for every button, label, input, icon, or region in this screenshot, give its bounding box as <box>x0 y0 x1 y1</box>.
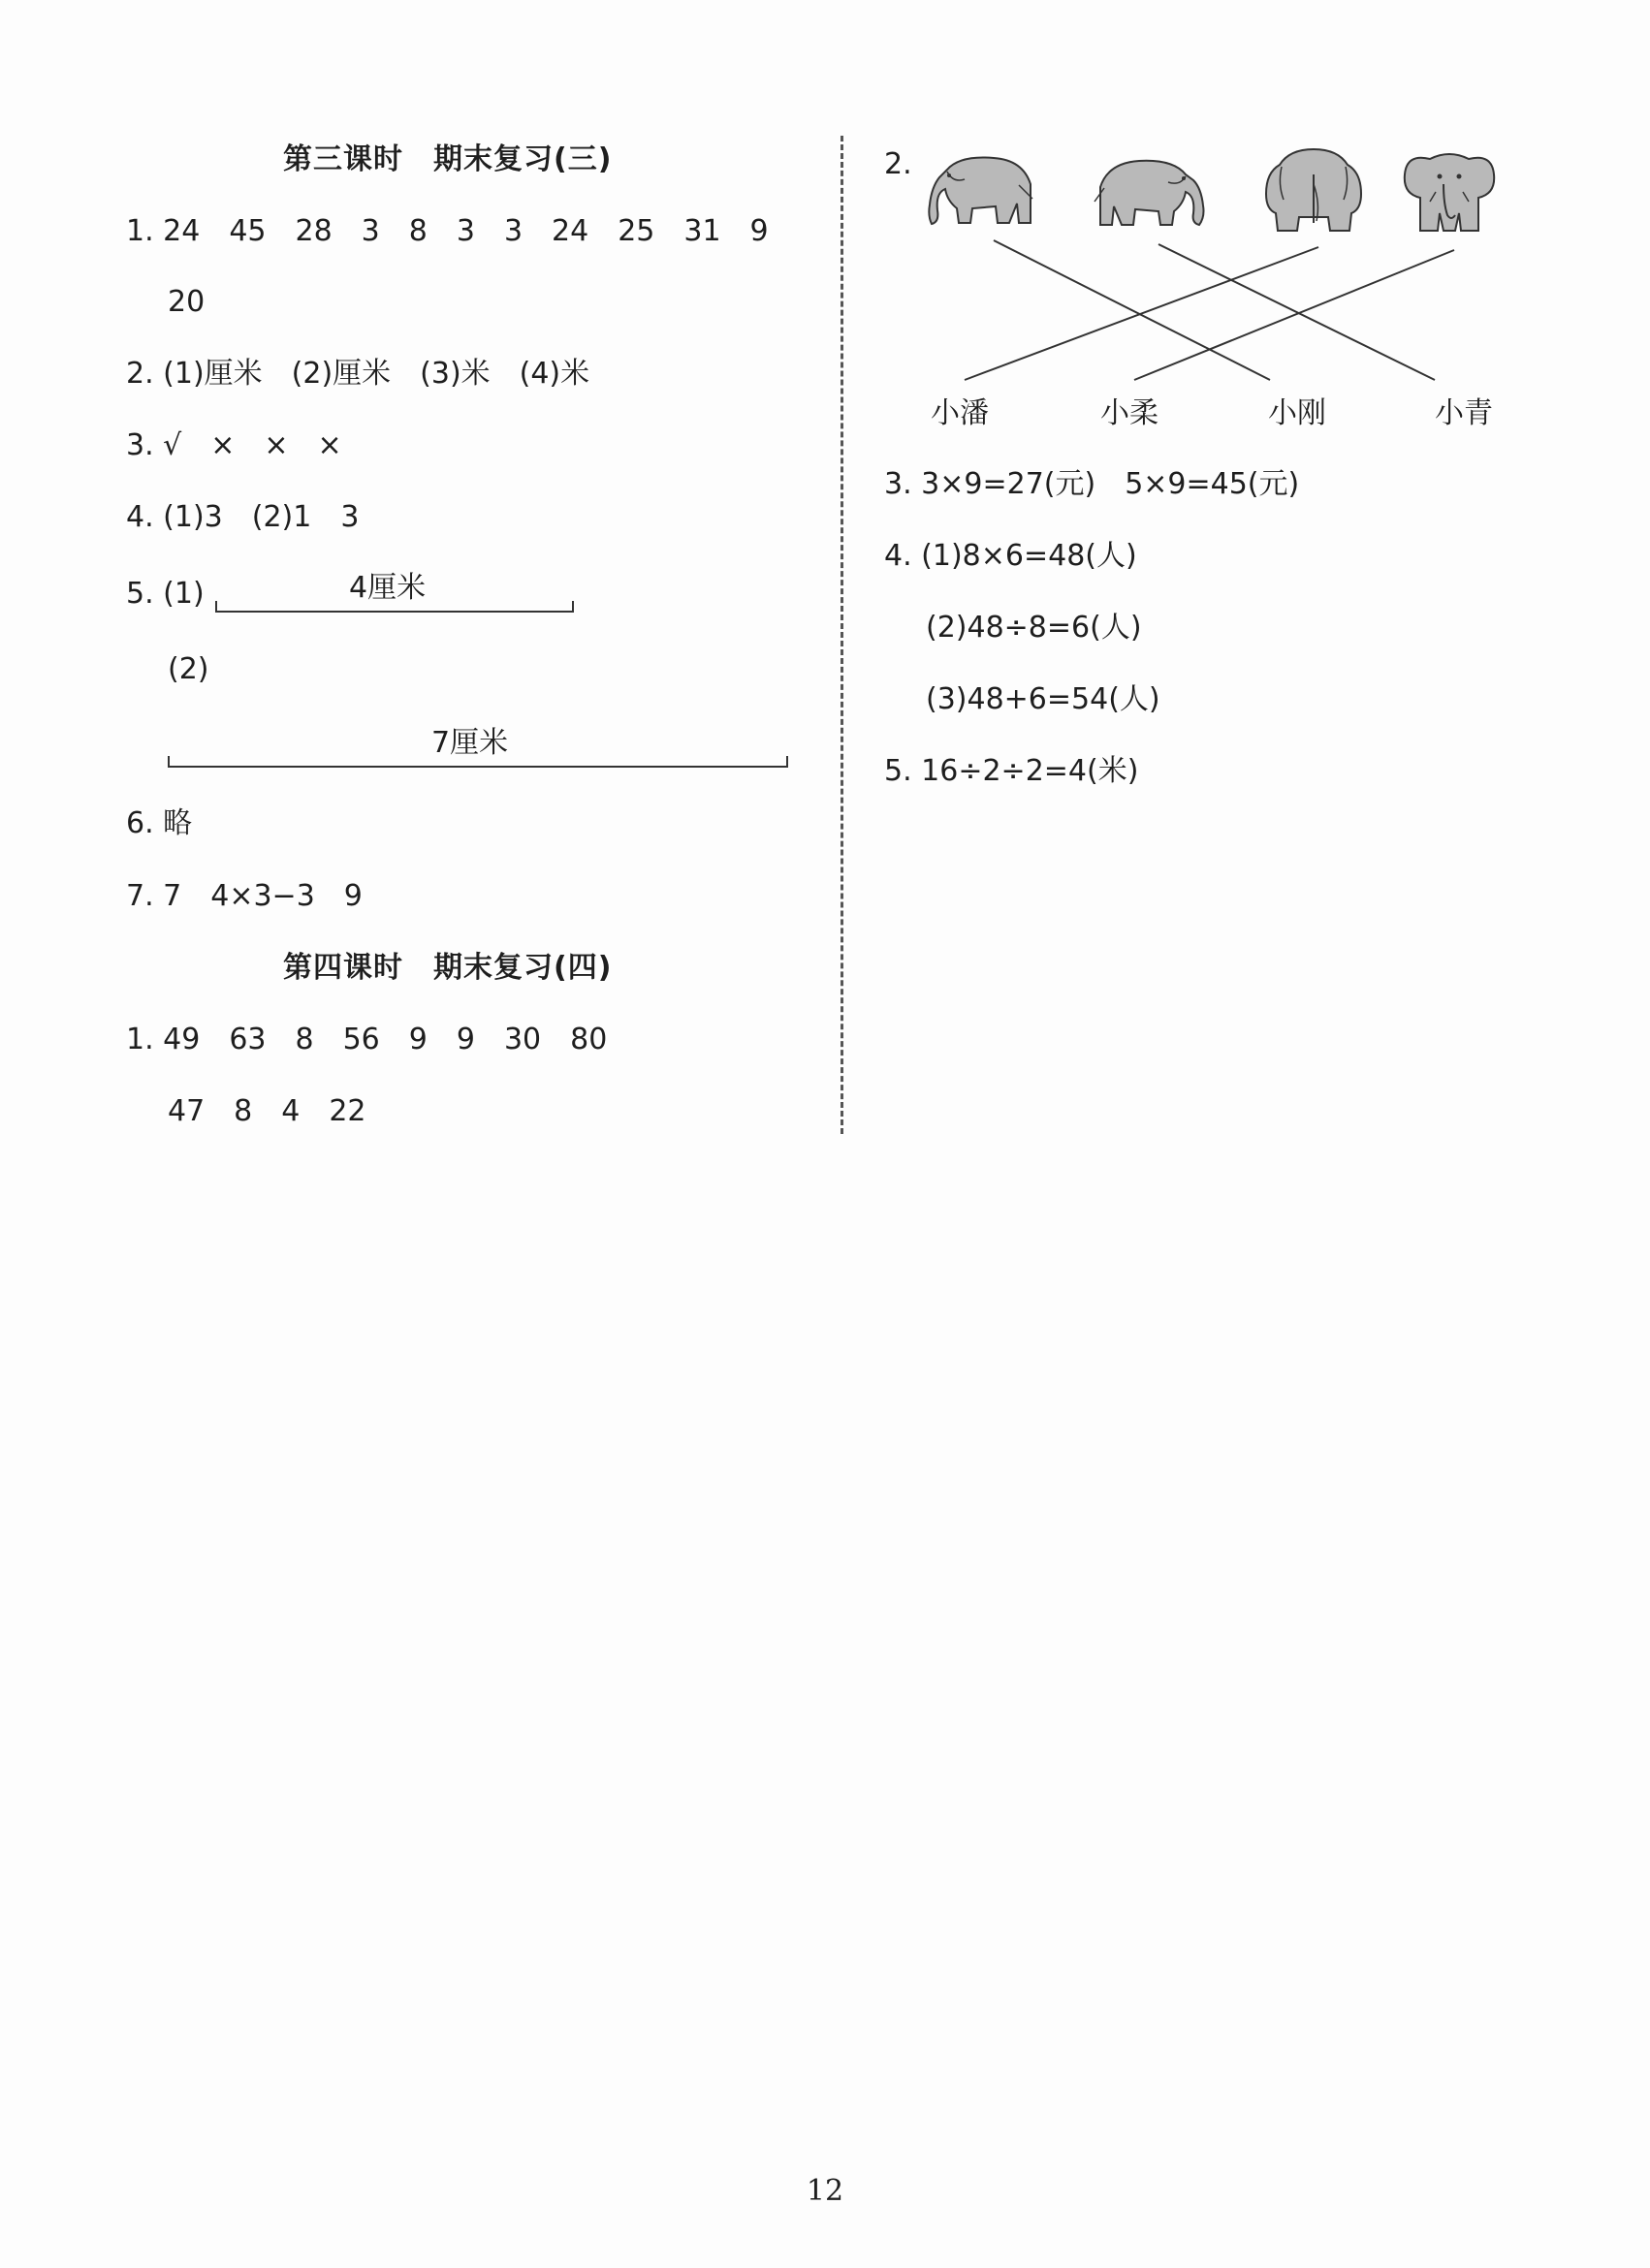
section3-title: 第三课时 期末复习(三) <box>283 142 613 176</box>
name-xiaopan: 小潘 <box>931 396 989 430</box>
match-line-4 <box>1134 250 1454 380</box>
match-line-2 <box>1158 244 1435 380</box>
r-q5: 5. 16÷2÷2=4(米) <box>884 754 1139 788</box>
r-q4-1: 4. (1)8×6=48(人) <box>884 539 1137 573</box>
segment-7cm-label: 7厘米 <box>431 726 509 760</box>
page-number: 12 <box>806 2174 844 2208</box>
name-xiaorou: 小柔 <box>1100 396 1158 430</box>
match-line-1 <box>994 240 1270 380</box>
s3-q2: 2. (1)厘米 (2)厘米 (3)米 (4)米 <box>126 357 590 391</box>
r-q4-3: (3)48+6=54(人) <box>926 682 1160 716</box>
r-q3: 3. 3×9=27(元) 5×9=45(元) <box>884 467 1300 501</box>
s3-q1-line1: 1. 24 45 28 3 8 3 3 24 25 31 9 <box>126 214 769 248</box>
s3-q4: 4. (1)3 (2)1 3 <box>126 500 360 534</box>
r-q4-2: (2)48÷8=6(人) <box>926 611 1142 645</box>
r-q2-label: 2. <box>884 147 912 181</box>
s3-q1-line2: 20 <box>168 285 206 319</box>
s3-q5-label-1: 5. (1) <box>126 577 205 611</box>
s3-q3: 3. √ × × × <box>126 428 342 462</box>
s3-q5-label-2: (2) <box>168 652 209 686</box>
s3-q6: 6. 略 <box>126 806 193 840</box>
segment-4cm-label: 4厘米 <box>349 571 427 605</box>
section4-title: 第四课时 期末复习(四) <box>283 951 613 985</box>
match-line-3 <box>965 247 1318 380</box>
s4-q1-line1: 1. 49 63 8 56 9 9 30 80 <box>126 1023 608 1056</box>
s3-q7: 7. 7 4×3−3 9 <box>126 879 363 913</box>
name-xiaoqing: 小青 <box>1435 396 1493 430</box>
s4-q1-line2: 47 8 4 22 <box>168 1094 366 1128</box>
name-xiaogang: 小刚 <box>1268 396 1326 430</box>
